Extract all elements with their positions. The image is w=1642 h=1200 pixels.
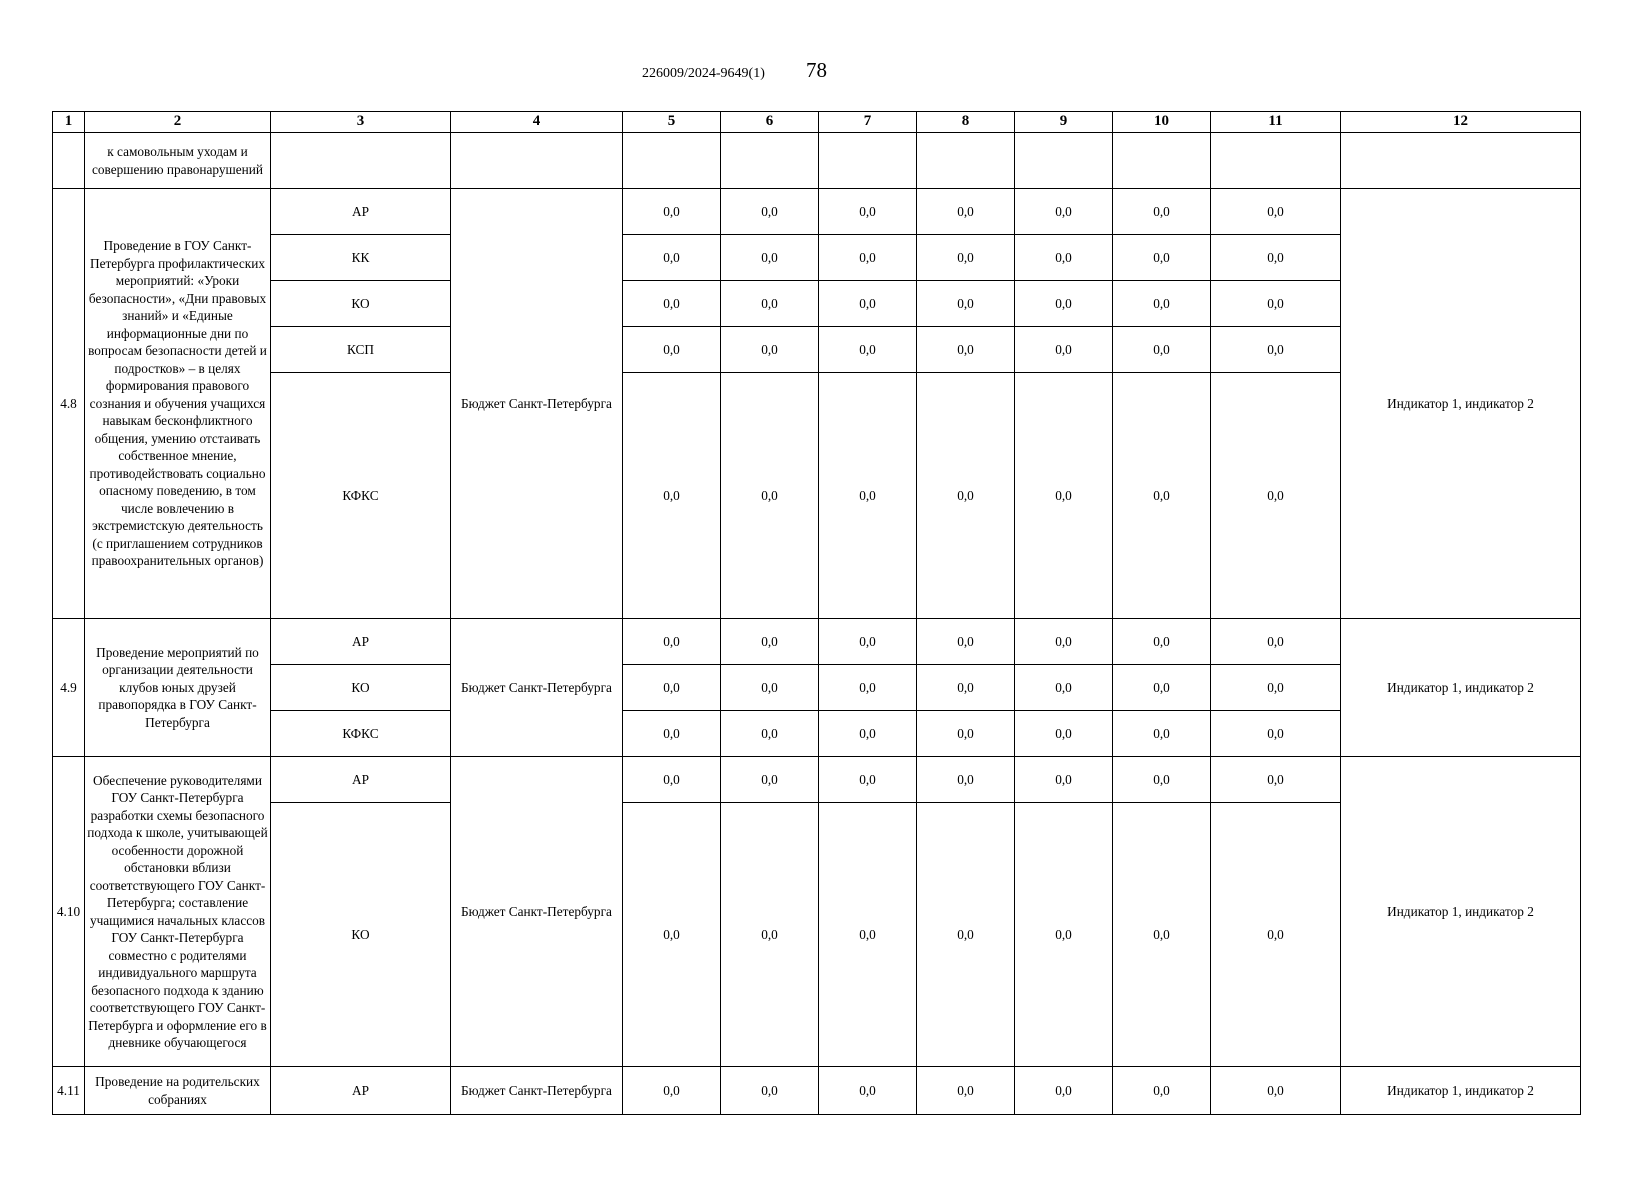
document-number: 226009/2024-9649(1) [642, 66, 765, 81]
value-cell: 0,0 [623, 373, 721, 619]
executor-cell: КО [271, 665, 451, 711]
value-cell: 0,0 [1015, 1067, 1113, 1115]
executor-cell: КК [271, 235, 451, 281]
value-cell: 0,0 [721, 1067, 819, 1115]
value-cell: 0,0 [1113, 665, 1211, 711]
value-cell: 0,0 [819, 1067, 917, 1115]
value-cell: 0,0 [623, 619, 721, 665]
value-cell: 0,0 [819, 327, 917, 373]
funding-source: Бюджет Санкт-Петербурга [451, 1067, 623, 1115]
table-row [53, 189, 1581, 235]
value-cell: 0,0 [819, 189, 917, 235]
value-cell: 0,0 [623, 803, 721, 1067]
value-cell: 0,0 [1211, 665, 1341, 711]
value-cell: 0,0 [917, 711, 1015, 757]
item-description: Обеспечение руководителями ГОУ Санкт-Петербурга разработки схемы безопасного подхода к школе, учитывающей особенности дорожной обстановки вблизи соответствующего ГОУ Санкт-Петербурга; составление учащимися начальных классов ГОУ Санкт-Петербурга совместно с родителями индивидуального маршрута безопасного подхода к зданию соответствующего ГОУ Санкт-Петербурга и оформление его в дневнике обучающегося [85, 757, 271, 1067]
value-cell: 0,0 [1015, 757, 1113, 803]
item-number: 4.8 [53, 189, 85, 619]
value-cell: 0,0 [1015, 373, 1113, 619]
item-description: Проведение мероприятий по организации деятельности клубов юных друзей правопорядка в ГОУ Санкт-Петербурга [85, 619, 271, 757]
value-cell: 0,0 [1015, 711, 1113, 757]
column-header: 1 [53, 112, 85, 133]
value-cell: 0,0 [1211, 619, 1341, 665]
value-cell: 0,0 [623, 235, 721, 281]
value-cell: 0,0 [917, 1067, 1015, 1115]
value-cell: 0,0 [819, 711, 917, 757]
indicator-cell: Индикатор 1, индикатор 2 [1341, 189, 1581, 619]
value-cell: 0,0 [917, 757, 1015, 803]
column-header: 5 [623, 112, 721, 133]
executor-cell: АР [271, 189, 451, 235]
executor-cell: АР [271, 1067, 451, 1115]
item-description: Проведение в ГОУ Санкт-Петербурга профилактических мероприятий: «Уроки безопасности», «Дни правовых знаний» и «Единые информационные дни по вопросам безопасности детей и подростков» – в целях формирования правового сознания и обучения учащихся навыкам бесконфликтного общения, умению отстаивать собственное мнение, противодействовать социально опасному поведению, в том числе вовлечению в экстремистскую деятельность (с приглашением сотрудников правоохранительных органов) [85, 189, 271, 619]
value-cell: 0,0 [1015, 235, 1113, 281]
value-cell: 0,0 [623, 281, 721, 327]
value-cell: 0,0 [1113, 619, 1211, 665]
budget-table [52, 111, 1581, 1115]
executor-cell: АР [271, 757, 451, 803]
value-cell: 0,0 [1113, 1067, 1211, 1115]
value-cell: 0,0 [819, 619, 917, 665]
continuation-row [53, 133, 1581, 189]
value-cell: 0,0 [1211, 235, 1341, 281]
value-cell: 0,0 [721, 235, 819, 281]
value-cell: 0,0 [721, 665, 819, 711]
value-cell: 0,0 [917, 327, 1015, 373]
value-cell: 0,0 [819, 665, 917, 711]
value-cell: 0,0 [917, 281, 1015, 327]
value-cell: 0,0 [623, 1067, 721, 1115]
executor-cell: КО [271, 281, 451, 327]
item-number: 4.9 [53, 619, 85, 757]
value-cell: 0,0 [721, 373, 819, 619]
value-cell: 0,0 [1113, 711, 1211, 757]
value-cell: 0,0 [721, 327, 819, 373]
value-cell: 0,0 [1113, 189, 1211, 235]
value-cell: 0,0 [819, 235, 917, 281]
item-description: Проведение на родительских собраниях [85, 1067, 271, 1115]
value-cell: 0,0 [1015, 665, 1113, 711]
value-cell: 0,0 [1015, 619, 1113, 665]
executor-cell: КСП [271, 327, 451, 373]
value-cell: 0,0 [1015, 281, 1113, 327]
executor-cell: АР [271, 619, 451, 665]
value-cell: 0,0 [1113, 757, 1211, 803]
executor-cell: КО [271, 803, 451, 1067]
value-cell: 0,0 [917, 235, 1015, 281]
executor-cell: КФКС [271, 373, 451, 619]
value-cell: 0,0 [1015, 189, 1113, 235]
value-cell: 0,0 [1211, 189, 1341, 235]
value-cell: 0,0 [623, 189, 721, 235]
value-cell: 0,0 [917, 189, 1015, 235]
value-cell: 0,0 [819, 803, 917, 1067]
item-number: 4.10 [53, 757, 85, 1067]
value-cell: 0,0 [1113, 281, 1211, 327]
value-cell: 0,0 [1113, 373, 1211, 619]
column-header: 12 [1341, 112, 1581, 133]
column-number-row [53, 112, 1581, 133]
value-cell: 0,0 [917, 665, 1015, 711]
page-header [560, 58, 940, 88]
column-header: 8 [917, 112, 1015, 133]
value-cell: 0,0 [1211, 327, 1341, 373]
column-header: 4 [451, 112, 623, 133]
value-cell: 0,0 [1211, 757, 1341, 803]
value-cell: 0,0 [819, 373, 917, 619]
column-header: 11 [1211, 112, 1341, 133]
value-cell: 0,0 [1211, 1067, 1341, 1115]
table-row [53, 1067, 1581, 1115]
value-cell: 0,0 [623, 327, 721, 373]
value-cell: 0,0 [1211, 711, 1341, 757]
funding-source: Бюджет Санкт-Петербурга [451, 757, 623, 1067]
value-cell: 0,0 [1211, 803, 1341, 1067]
column-header: 6 [721, 112, 819, 133]
table-row [53, 757, 1581, 803]
indicator-cell: Индикатор 1, индикатор 2 [1341, 757, 1581, 1067]
value-cell: 0,0 [721, 619, 819, 665]
value-cell: 0,0 [623, 711, 721, 757]
indicator-cell: Индикатор 1, индикатор 2 [1341, 619, 1581, 757]
value-cell: 0,0 [1211, 281, 1341, 327]
value-cell: 0,0 [721, 189, 819, 235]
value-cell: 0,0 [721, 803, 819, 1067]
indicator-cell: Индикатор 1, индикатор 2 [1341, 1067, 1581, 1115]
column-header: 7 [819, 112, 917, 133]
page-number: 78 [806, 58, 827, 82]
column-header: 10 [1113, 112, 1211, 133]
value-cell: 0,0 [1113, 327, 1211, 373]
value-cell: 0,0 [1015, 803, 1113, 1067]
table-row [53, 619, 1581, 665]
column-header: 2 [85, 112, 271, 133]
value-cell: 0,0 [721, 281, 819, 327]
value-cell: 0,0 [721, 757, 819, 803]
value-cell: 0,0 [623, 757, 721, 803]
funding-source: Бюджет Санкт-Петербурга [451, 189, 623, 619]
value-cell: 0,0 [721, 711, 819, 757]
column-header: 9 [1015, 112, 1113, 133]
column-header: 3 [271, 112, 451, 133]
value-cell: 0,0 [917, 373, 1015, 619]
value-cell: 0,0 [1113, 803, 1211, 1067]
funding-source: Бюджет Санкт-Петербурга [451, 619, 623, 757]
value-cell: 0,0 [819, 757, 917, 803]
item-number: 4.11 [53, 1067, 85, 1115]
value-cell: 0,0 [917, 803, 1015, 1067]
value-cell: 0,0 [1015, 327, 1113, 373]
value-cell: 0,0 [917, 619, 1015, 665]
value-cell: 0,0 [1113, 235, 1211, 281]
executor-cell: КФКС [271, 711, 451, 757]
value-cell: 0,0 [819, 281, 917, 327]
value-cell: 0,0 [623, 665, 721, 711]
value-cell: 0,0 [1211, 373, 1341, 619]
continuation-text: к самовольным уходам и совершению правонарушений [85, 133, 271, 189]
